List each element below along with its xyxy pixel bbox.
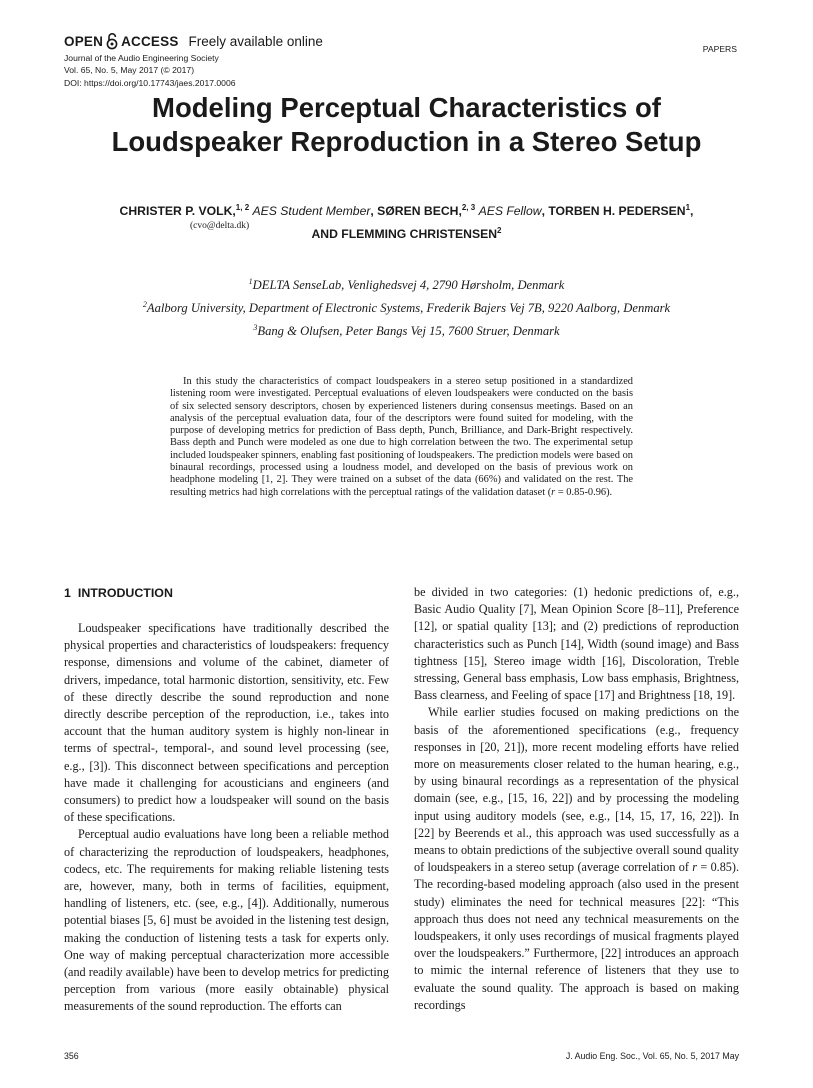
journal-metadata [64, 52, 236, 89]
doi-link[interactable]: DOI: https://doi.org/10.17743/jaes.2017.0006 [64, 77, 236, 88]
title-line-1: Modeling Perceptual Characteristics of [152, 92, 661, 123]
abstract-text: In this study the characteristics of compact loudspeakers in a stereo setup positioned in a standardized listening room were investigated. Perceptual evaluations of eleven loudspeakers were conducted on the basis of six selected sensory descriptors, chosen by experienced listeners during consensus meetings. Based on an analysis of the perceptual evaluation data, four of the descriptors were found suited for modeling, with the purpose of developing metrics for prediction of Bass depth, Punch, Brilliance, and Dark-Bright respectively. Bass depth and Punch were modeled as one due to high correlation between the two. The experimental setup included loudspeaker spinners, enabling fast positioning of loudspeakers. The prediction models were based on binaural recordings, processed using a loudness model, and developed on the basis of previous work on headphone modeling [1, 2]. They were trained on a subset of the data (66%) and validated on the rest. The resulting metrics had high correlations with the perceptual ratings of the validation dataset (r = 0.85-0.96). [170, 376, 633, 498]
access-label: ACCESS [121, 33, 179, 49]
author-bech-role: AES Fellow [478, 204, 542, 219]
affiliation-3: $^3$Bang & Olufsen, Peter Bangs Vej 15, 7600 Struer, Denmark [253, 323, 560, 339]
affiliation-1: $^1$DELTA SenseLab, Venlighedsvej 4, 2790 Hørsholm, Denmark [248, 277, 565, 293]
free-available-label: Freely available online [188, 33, 323, 49]
abstract [170, 376, 633, 499]
open-lock-icon [105, 32, 119, 50]
author-line-1 [40, 203, 773, 218]
author-christensen: AND FLEMMING CHRISTENSEN [311, 227, 498, 242]
author-christensen-affil: 2 [497, 226, 502, 235]
author-bech: , SØREN BECH, [370, 204, 462, 219]
open-label: OPEN [64, 33, 104, 49]
author-line-2 [40, 226, 773, 241]
affiliations [40, 272, 773, 342]
affiliation-2: $^2$Aalborg University, Department of Electronic Systems, Frederik Bajers Vej 7B, 9220 Aalborg, Denmark [142, 300, 671, 316]
author-volk-role: AES Student Member [252, 204, 371, 219]
author-bech-affil: 2, 3 [461, 203, 476, 212]
journal-name: Journal of the Audio Engineering Society [64, 53, 219, 63]
section-heading-introduction [64, 586, 173, 600]
author-pedersen-comma: , [690, 204, 694, 219]
footer-citation: J. Audio Eng. Soc., Vol. 65, No. 5, 2017 May [565, 1051, 739, 1061]
author-pedersen-affil: 1 [685, 203, 691, 212]
author-email[interactable]: (cvo@delta.dk) [190, 221, 250, 231]
paragraph: Perceptual audio evaluations have long been a reliable method of characterizing the reproduction of loudspeakers, headphones, codecs, etc. The requirements for making reliable listening tests are, however, many, both in terms of facilities, equipment, handling of listeners, etc. (see, e.g., [4]). Additionally, numerous potential biases [5, 6] must be avoided in the listening test design, making the conduction of listening tests a task for experts only. One way of making perceptual characterization more accessible (and readily available) have been to develop metrics for predicting perception from various (more easily obtainable) physical measurements of the sound reproduction. The efforts can [64, 827, 389, 1014]
paragraph: While earlier studies focused on making predictions on the basis of the aforementioned specifications (e.g., frequency responses in [20, 21]), more recent modeling efforts have relied more on measurements closer related to the human hearing, e.g., by using binaural recordings as a representation of the physical domain (see, e.g., [15, 16, 22]) and by processing the modeling input using auditory models (see, e.g., [14, 15, 17, 16, 22]). In [22] by Beerends et al., this approach was used successfully as a means to obtain predictions of the subjective overall sound quality of loudspeakers in a stereo setup (average correlation of r = 0.85). The recording-based modeling approach (also used in the present study) eliminates the need for technical measures [22]: “This approach thus does not need any technical measurements on the loudspeakers, it only uses recordings of musical fragments played over the loudspeakers.” Furthermore, [22] introduces an approach to mimic the internal reference of listeners that they use to evaluate the sound quality. The approach is based on making recordings [414, 705, 740, 1012]
author-volk-affil: 1, 2 [235, 203, 250, 212]
section-label: PAPERS [702, 44, 737, 54]
author-pedersen: , TORBEN H. PEDERSEN [541, 204, 686, 219]
author-volk: CHRISTER P. VOLK, [119, 204, 236, 219]
journal-volume: Vol. 65, No. 5, May 2017 (© 2017) [64, 65, 195, 76]
paragraph: Loudspeaker specifications have traditionally described the physical properties and characteristics of loudspeakers: frequency response, dimensions and volume of the cabinet, diameter of drivers, impedance, total harmonic distortion, sensitivity, etc. Few of these directly describe the sound reproduction and none directly describe perception of the reproduction, i.e., takes into account that the human auditory system is highly non-linear in terms of spectral-, temporal-, and sound level processing (see, e.g., [3]). This disconnect between specifications and perception have made it challenging for acousticians and engineers (and consumers) to predict how a loudspeaker will sound on the basis of these specifications. [64, 621, 389, 825]
body-column-left [64, 620, 389, 1016]
section-title: INTRODUCTION [77, 586, 173, 600]
page-number: 356 [64, 1051, 79, 1061]
paragraph: be divided in two categories: (1) hedonic predictions of, e.g., Basic Audio Quality [7], Mean Opinion Score [8–11], Preference [12], or spatial quality [13]; and (2) predictions of reproduction characteristics such as Punch [14], Width (sound image) and Bass tightness [15], Stereo image width [16], Discoloration, Treble stressing, General bass emphasis, Low bass emphasis, Brightness, Bass clearness, and Feeling of space [17] and Brightness [18, 19]. [414, 585, 739, 703]
title-line-2: Loudspeaker Reproduction in a Stereo Setup [111, 126, 702, 157]
body-column-right [414, 584, 739, 1014]
paper-title [40, 91, 773, 159]
open-access-banner [64, 32, 323, 50]
section-number: 1 [64, 586, 71, 600]
